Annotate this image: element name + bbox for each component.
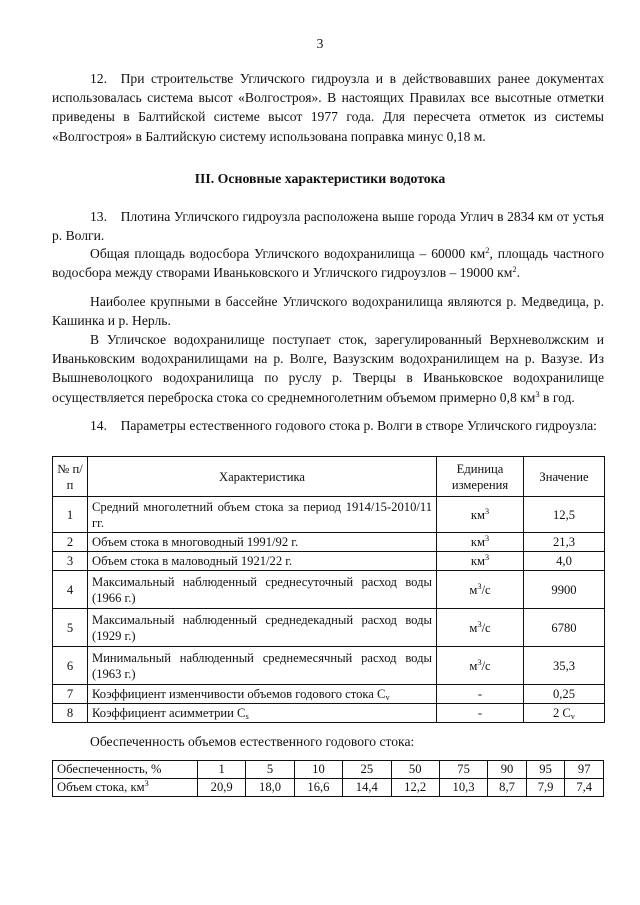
volume-cell: 20,9 (198, 779, 246, 797)
header-number: № п/п (53, 457, 88, 497)
runoff-parameters-table (52, 456, 605, 723)
row-characteristic: Объем стока в многоводный 1991/92 г. (88, 533, 437, 552)
row-value: 6780 (524, 609, 605, 647)
volume-cell: 18,0 (246, 779, 294, 797)
header-value: Значение (524, 457, 605, 497)
row-characteristic: Максимальный наблюденный среднесуточный расход воды (1966 г.) (88, 571, 437, 609)
exceedance-cell: 1 (198, 761, 246, 779)
row-characteristic: Объем стока в маловодный 1921/22 г. (88, 552, 437, 571)
row-unit: - (437, 704, 524, 723)
table-row (53, 609, 605, 647)
paragraph-13: 13. Плотина Угличского гидроузла расположена выше города Углич в 2834 км от устья р. Волги. (52, 209, 604, 244)
header-characteristic: Характеристика (88, 457, 437, 497)
volume-cell: 14,4 (343, 779, 391, 797)
row-characteristic: Коэффициент асимметрии $C_s$ (88, 704, 437, 723)
row-characteristic: Минимальный наблюденный среднемесячный расход воды (1963 г.) (88, 647, 437, 685)
volume-cell: 8,7 (488, 779, 527, 797)
row-unit: $м^3/с$ (437, 647, 524, 685)
volume-cell: 7,4 (565, 779, 604, 797)
row-characteristic: Коэффициент изменчивости объемов годового стока $C_v$ (88, 685, 437, 704)
row-unit: $км^3$ (437, 533, 524, 552)
exceedance-table (52, 760, 604, 797)
exceedance-cell: 97 (565, 761, 604, 779)
paragraph-14: 14. Параметры естественного годового стока р. Волги в створе Угличского гидроузла: (90, 418, 597, 433)
paragraph-catchment-area: Общая площадь водосбора Угличского водохранилища – 60000 $км^2$, площадь частного водосбора между створами Иваньковского и Угличского гидроузлов – 19000 $км^2$. (52, 245, 604, 281)
row-value: 2 $C_v$ (524, 704, 605, 723)
volume-cell: 12,2 (391, 779, 439, 797)
row-number: 2 (53, 533, 88, 552)
table-row (53, 685, 605, 704)
row-unit: $м^3/с$ (437, 571, 524, 609)
row-number: 5 (53, 609, 88, 647)
table-row (53, 497, 605, 533)
paragraph-rivers: Наиболее крупными в бассейне Угличского водохранилища являются р. Медведица, р. Кашинка и р. Нерль. (52, 294, 604, 329)
table-row (53, 704, 605, 723)
paragraph-12: 12. При строительстве Угличского гидроузла и в действовавших ранее документах использовалась система высот «Волгостроя». В настоящих Правилах все высотные отметки приведены в Балтийской системе высот 1977 года. Для пересчета отметок из системы «Волгостроя» в Балтийскую систему использована поправка минус 0,18 м. (52, 71, 604, 144)
row-number: 7 (53, 685, 88, 704)
table-header-row (53, 457, 605, 497)
volume-cell: 7,9 (526, 779, 565, 797)
row-number: 8 (53, 704, 88, 723)
row-number: 6 (53, 647, 88, 685)
row-value: 35,3 (524, 647, 605, 685)
exceedance-row (53, 761, 604, 779)
page-number: 3 (316, 36, 324, 51)
volume-label: Объем стока, $км^3$ (53, 779, 198, 797)
row-unit: $км^3$ (437, 497, 524, 533)
header-unit: Единица измерения (437, 457, 524, 497)
row-number: 3 (53, 552, 88, 571)
row-characteristic: Средний многолетний объем стока за период 1914/15-2010/11 гг. (88, 497, 437, 533)
table-row (53, 647, 605, 685)
exceedance-cell: 5 (246, 761, 294, 779)
volume-cell: 16,6 (294, 779, 342, 797)
row-value: 9900 (524, 571, 605, 609)
row-value: 4,0 (524, 552, 605, 571)
exceedance-cell: 95 (526, 761, 565, 779)
exceedance-cell: 75 (439, 761, 487, 779)
row-characteristic: Максимальный наблюденный среднедекадный расход воды (1929 г.) (88, 609, 437, 647)
exceedance-cell: 25 (343, 761, 391, 779)
row-unit: $км^3$ (437, 552, 524, 571)
row-value: 12,5 (524, 497, 605, 533)
exceedance-cell: 50 (391, 761, 439, 779)
volume-row (53, 779, 604, 797)
table-row (53, 533, 605, 552)
volume-cell: 10,3 (439, 779, 487, 797)
table-row (53, 571, 605, 609)
row-unit: - (437, 685, 524, 704)
section-heading: III. Основные характеристики водотока (194, 171, 446, 186)
paragraph-inflow: В Угличское водохранилище поступает сток, зарегулированный Верхневолжским и Иваньковским водохранилищами на р. Волге, Вазузским водохранилищем на р. Вазузе. Из Вышневолоцкого водохранилища по руслу р. Тверцы в Иваньковское водохранилище осуществляется переброска стока со среднемноголетним объемом примерно 0,8 $км^3$ в год. (52, 332, 604, 405)
exceedance-cell: 90 (488, 761, 527, 779)
row-value: 0,25 (524, 685, 605, 704)
row-number: 4 (53, 571, 88, 609)
exceedance-caption: Обеспеченность объемов естественного годового стока: (90, 734, 415, 749)
table-row (53, 552, 605, 571)
exceedance-cell: 10 (294, 761, 342, 779)
row-value: 21,3 (524, 533, 605, 552)
row-number: 1 (53, 497, 88, 533)
exceedance-label: Обеспеченность, % (53, 761, 198, 779)
row-unit: $м^3/с$ (437, 609, 524, 647)
